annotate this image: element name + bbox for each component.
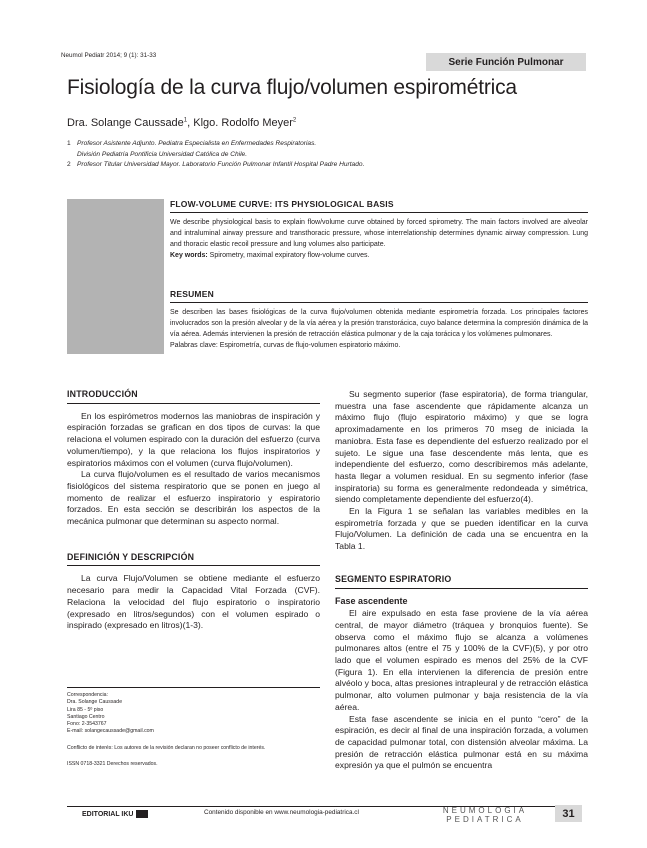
intro-paragraph-1: En los espirómetros modernos las maniobras de inspiración y espiración forzadas se grafican en dos tipos de curvas: la que relaciona el volumen espirado con la duración del esfuerzo (curva volumen/tiempo), y la que relaciona los flujos inspiratorios y espiratorios máximos con el volumen (curva flujo/volumen). [67, 410, 320, 468]
affiliation-row: División Pediatría Pontificia Universidad Católica de Chile. [77, 150, 248, 158]
right-paragraph-4: Esta fase ascendente se inicia en el punto “cero” de la espiración, es decir al final de una inspiración forzada, a volumen de capacidad pulmonar total, con distensión alveolar máxima. La presión de retracción elástica pulmonar está en su máxima expresión ya que el pulmón se encuentra [335, 713, 588, 771]
correspondence-block: Correspondencia: Dra. Solange Caussade Lira 85 - 5º piso Santiago Centro Fono: 2-3543767 E-mail: solangecaussade@gmail.com Conflicto de interés: Los autores de la revisión declaran no poseer conflicto de interés. ISSN 0718-3321 Derechos reservados. [67, 687, 320, 768]
affiliations [67, 139, 364, 171]
affiliation-row: 2 Profesor Titular Universidad Mayor. Laboratorio Función Pulmonar Infantil Hospital Padre Hurtado. [67, 161, 365, 168]
left-column [67, 389, 320, 632]
correspondence-label: Correspondencia: [67, 692, 108, 698]
palabras-clave: Palabras clave: Espirometría, curvas de flujo-volumen espiratorio máximo. [170, 342, 401, 349]
fase-ascendente-heading: Fase ascendente [335, 595, 408, 606]
author-2: , Klgo. Rodolfo Meyer [187, 117, 293, 129]
availability-note: Contenido disponible en www.neumologia-pediatrica.cl [204, 809, 359, 816]
right-paragraph-1: Su segmento superior (fase espiratoria), de forma triangular, muestra una fase ascendente que rápidamente alcanza un máximo flujo (flujo espiratorio máximo) y que se logra aproximadamente en los primeros 70 mseg de iniciada la maniobra. Esta fase es dependiente del esfuerzo realizado por el sujeto. Le sigue una fase descendente más lenta, que es independiente del esfuerzo, como describiremos más adelante, hasta llegar a volumen residual. En su segmento inferior (fase inspiratoria) su forma es generalmente redondeada y simétrica, siendo completamente dependiente del esfuerzo(4). [335, 389, 588, 505]
conflict-statement: Conflicto de interés: Los autores de la revisión declaran no poseer conflicto de interés. [67, 744, 266, 751]
right-paragraph-2: En la Figura 1 se señalan las variables medibles en la espirometría forzada y que se pueden identificar en la curva Flujo/Volumen. La definición de cada una se encuentra en la Tabla 1. [335, 506, 588, 552]
page-number: 31 [555, 805, 582, 822]
correspondence-email: E-mail: solangecaussade@gmail.com [67, 728, 154, 735]
abstract-spanish-text: Se describen las bases fisiológicas de la curva flujo/volumen obtenida mediante espirometría forzada. Los principales factores involucrados son la presión alveolar y de la vía aérea y la presión transtorácica, cuyo balance determina la compresión dinámica de la vía aérea. Además intervienen la presión de retracción elástica pulmonar y de la caja torácica y los volúmenes pulmonares. Palabras clave: Espirometría, curvas de flujo-volumen espiratorio máximo. [170, 309, 588, 349]
abstract-spanish [170, 289, 588, 351]
article-title: Fisiología de la curva flujo/volumen espirométrica [67, 76, 517, 99]
keywords-text: Spirometry, maximal expiratory flow-volume curves. [207, 252, 370, 259]
logo-mark-icon [136, 810, 148, 818]
right-paragraph-3: El aire expulsado en esta fase proviene de la vía aérea central, de mayor diámetro (tráquea y bronquios fuente). Se observa como el máximo flujo se alcanza a volúmenes pulmonares altos (entre el 75 y 100% de la CVF)(5), y por otro lado que el volumen espirado es menos del 25% de la CVF (Figura 1). En ella intervienen la diferencia de presión entre alvéolo y boca, altas presiones intrapleural y de retracción elástica pulmonar, alto volumen pulmonar y baja resistencia de la vía aérea. [335, 608, 588, 712]
journal-name: NEUMOLOGIA PEDIATRICA [442, 806, 528, 824]
definition-paragraph-1: La curva Flujo/Volumen se obtiene mediante el esfuerzo necesario para medir la Capacidad Vital Forzada (CVF). Relaciona la velocidad del flujo espiratorio o inspiratorio (expresado en litros/segundos) con el volumen espirado o inspirado (expresado en litros)(1-3). [67, 573, 320, 631]
abstract-english-heading: FLOW-VOLUME CURVE: ITS PHYSIOLOGICAL BASIS [170, 199, 588, 213]
definition-heading: DEFINICIÓN Y DESCRIPCIÓN [67, 552, 320, 567]
abstract-english-text: We describe physiological basis to explain flow/volume curve obtained by forced spirometry. The main factors involved are alveolar and intraluminal airway pressure and transthoracic pressure, whose interrelationship determines dynamic airway compression. Lung and thoracic elastic recoil pressure and lung volumes also participate. Key words: Spirometry, maximal expiratory flow-volume curves. [170, 219, 588, 259]
keywords-label: Key words: [170, 252, 208, 259]
abstract-english [170, 199, 588, 261]
right-column [335, 389, 588, 772]
series-tag: Serie Función Pulmonar [426, 53, 586, 71]
authors [67, 117, 296, 129]
issn: ISSN 0718-3321 Derechos reservados. [67, 761, 158, 768]
publisher-name: EDITORIAL IKU [82, 810, 134, 818]
author-2-sup: 2 [292, 117, 297, 124]
author-1: Dra. Solange Caussade [67, 117, 184, 129]
publisher-logo [82, 810, 148, 818]
segmento-espiratorio-heading: SEGMENTO ESPIRATORIO [335, 574, 588, 589]
author-1-sup: 1 [183, 117, 188, 124]
intro-heading: INTRODUCCIÓN [67, 389, 320, 404]
abstract-spanish-heading: RESUMEN [170, 289, 588, 303]
journal-reference: Neumol Pediatr 2014; 9 (1): 31-33 [61, 52, 157, 59]
affiliation-row: 1 Profesor Asistente Adjunto. Pediatra Especialista en Enfermedades Respiratorias. [67, 140, 317, 147]
decorative-gray-panel [67, 199, 164, 354]
intro-paragraph-2: La curva flujo/volumen es el resultado de varios mecanismos fisiológicos del sistema respiratorio que se ponen en juego al momento de realizar el esfuerzo inspiratorio y espiratorio forzados. En esta sección se describirán los aspectos de la mecánica pulmonar que determinan su aspecto normal. [67, 469, 320, 527]
